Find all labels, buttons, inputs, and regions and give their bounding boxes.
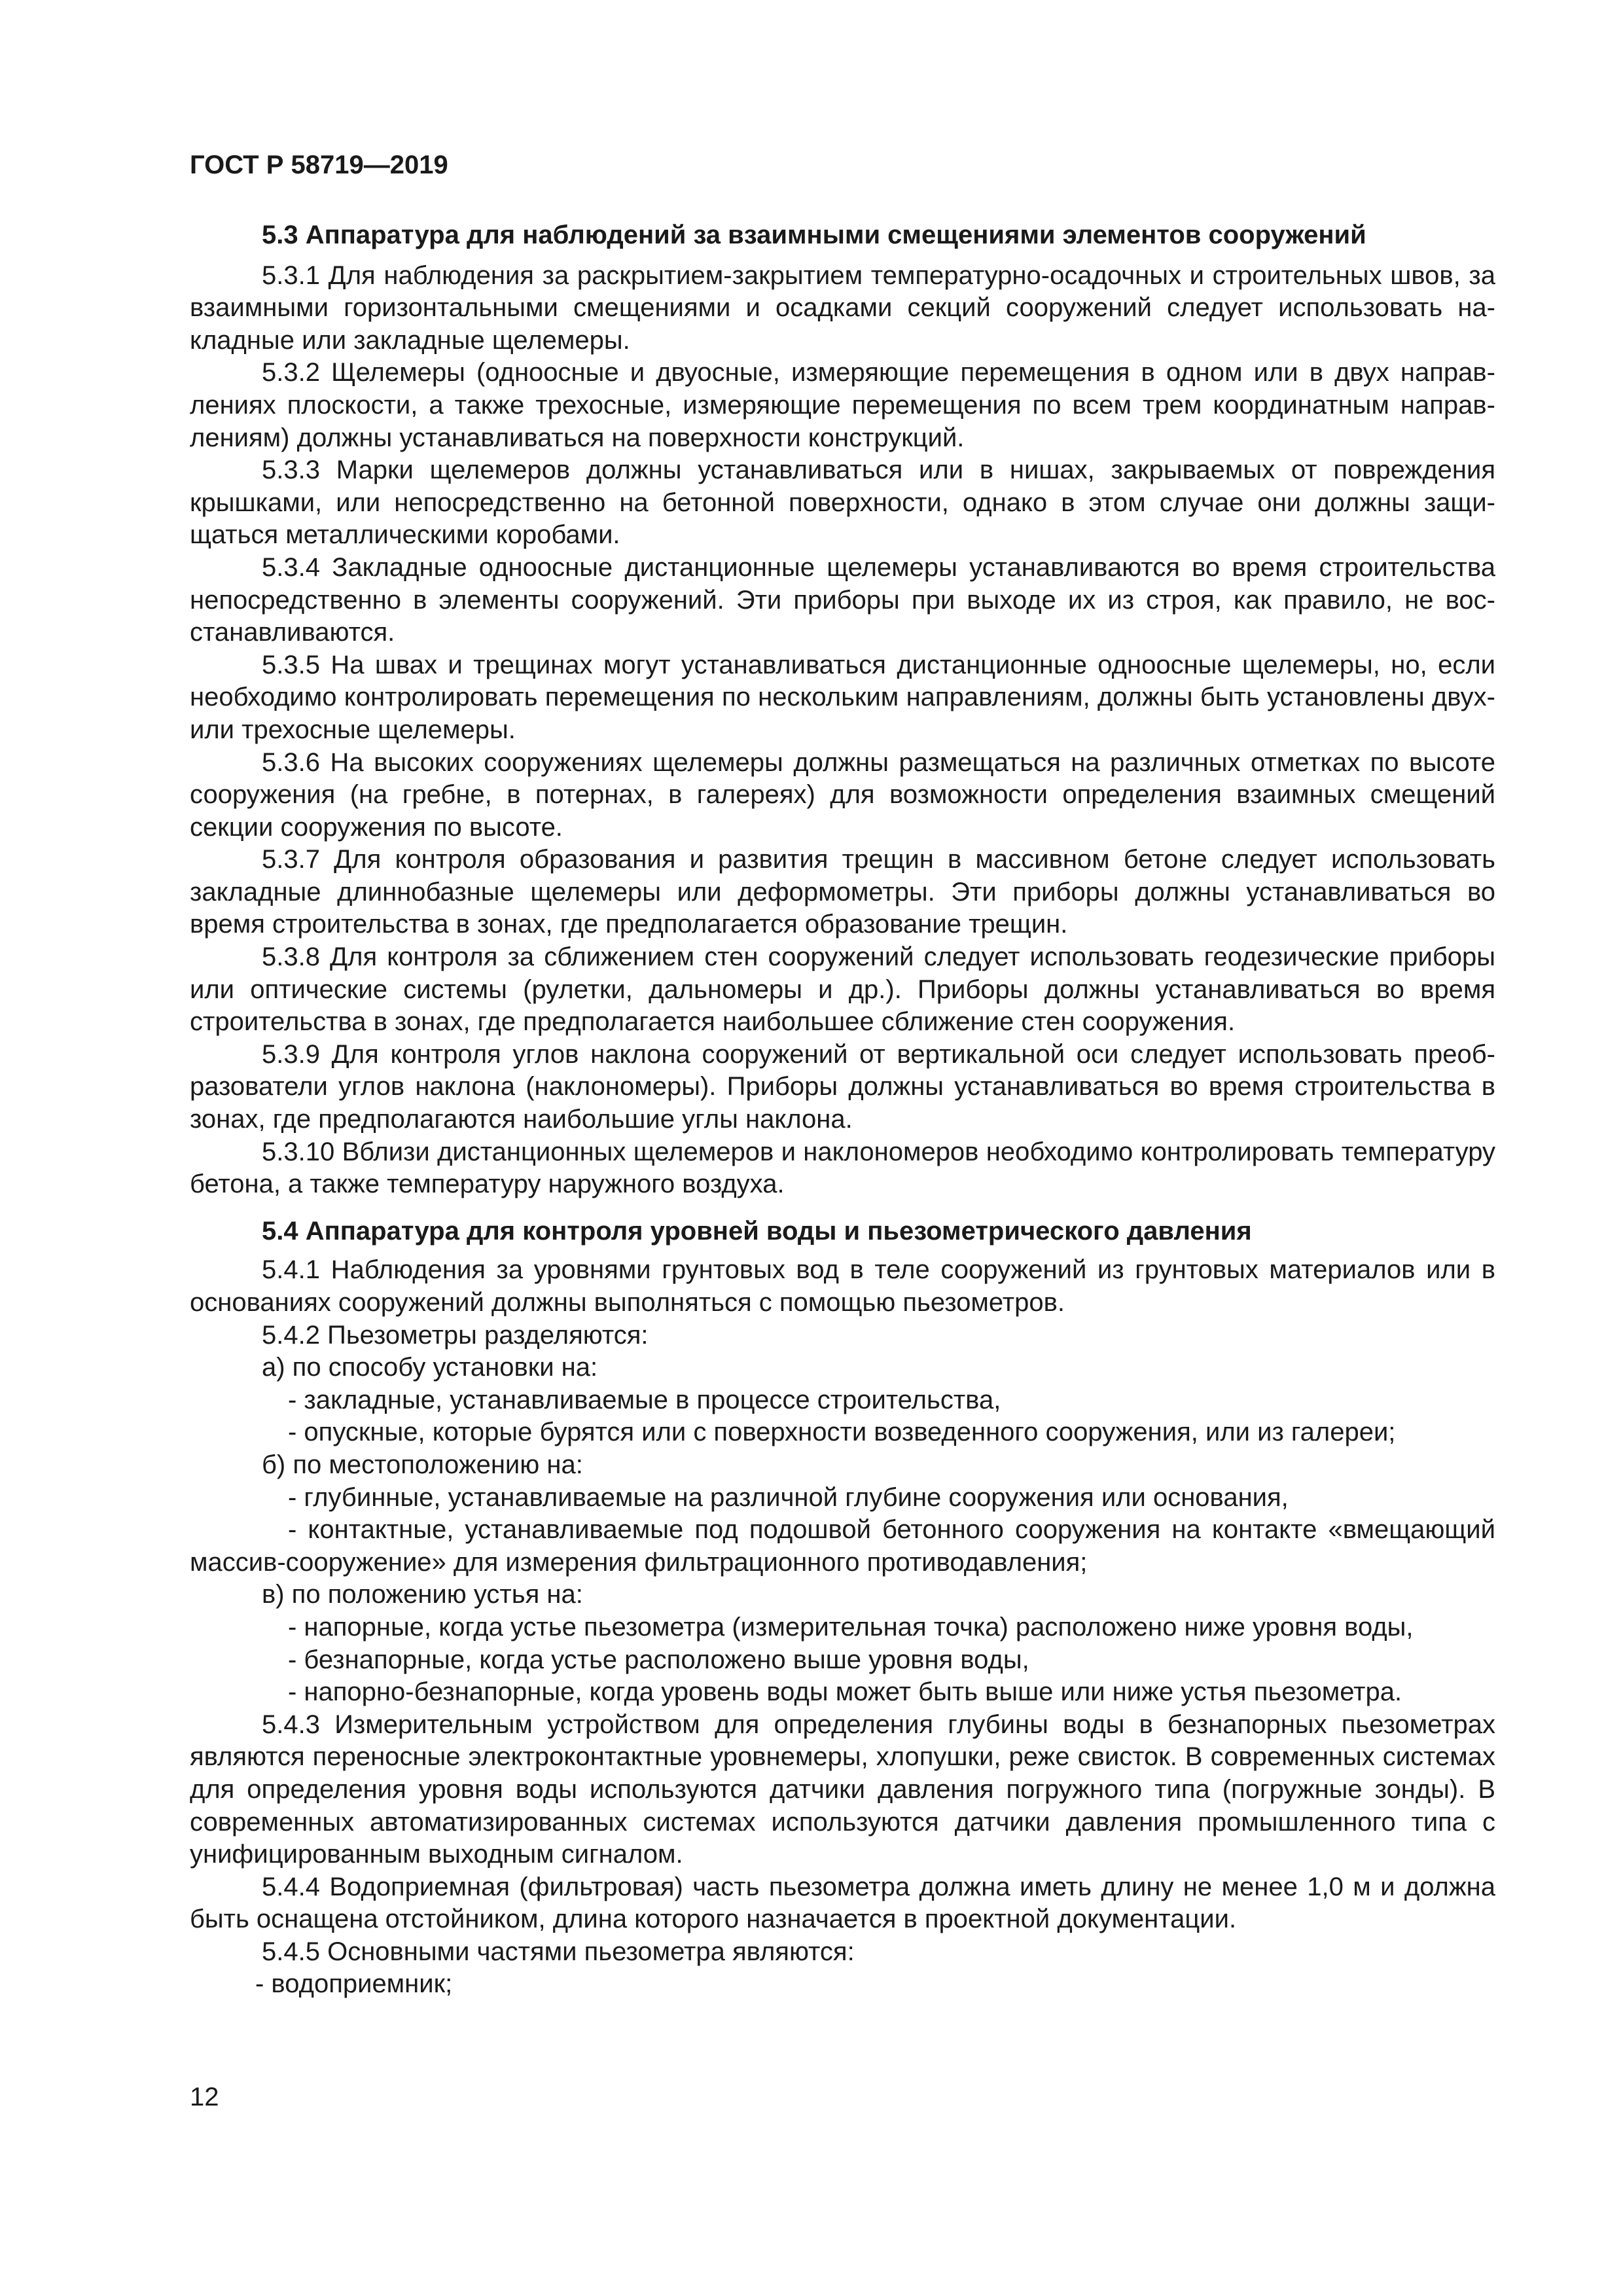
paragraph-5-4-5: 5.4.5 Основными частями пьезометра являются: xyxy=(262,1937,855,1966)
paragraph-5-3-6: 5.3.6 На высоких сооружениях щелемеры должны размещаться на различных отметках по высоте сооружения (на гребне, в потернах, в галереях) для возможности определения взаимных смещений секции сооружения по высоте. xyxy=(190,747,1495,842)
paragraph-5-3-2: 5.3.2 Щелемеры (одноосные и двуосные, измеряющие перемещения в одном или в двух направлениях плоскости, а также трехосные, измеряющие перемещения по всем трем координатным направлениям) должны устанавливаться на поверхности конструкций. xyxy=(190,358,1495,452)
paragraph-5-3-7: 5.3.7 Для контроля образования и развития трещин в массивном бетоне следует использовать закладные длиннобазные щелемеры или деформометры. Эти приборы должны устанавливаться во время строительства в зонах, где предполагается образование трещин. xyxy=(190,845,1495,939)
list-heading-a: а) по способу установки на: xyxy=(262,1353,598,1382)
list-heading-c: в) по положению устья на: xyxy=(262,1580,583,1609)
section-heading-5-4: 5.4 Аппаратура для контроля уровней воды и пьезометрического давления xyxy=(262,1216,1252,1246)
paragraph-5-3-1: 5.3.1 Для наблюдения за раскрытием-закрытием температурно-осадочных и строительных швов, за взаимными горизонтальными смещениями и осадками секций сооружений следует использовать накладные или закладные щелемеры. xyxy=(190,260,1495,355)
list-item: - напорные, когда устье пьезометра (измерительная точка) расположено ниже уровня воды, xyxy=(288,1612,1414,1641)
list-item: - глубинные, устанавливаемые на различной глубине сооружения или основания, xyxy=(288,1482,1289,1512)
paragraph-5-3-8: 5.3.8 Для контроля за сближением стен сооружений следует использовать геодезические приборы или оптические системы (рулетки, дальномеры и др.). Приборы должны устанавливаться во время строительства в зонах, где предполагается наибольшее сближение стен сооружения. xyxy=(190,942,1495,1037)
list-item: - закладные, устанавливаемые в процессе строительства, xyxy=(288,1385,1001,1414)
paragraph-5-4-3: 5.4.3 Измерительным устройством для определения глубины воды в безнапорных пьезометрах являются переносные электроконтактные уровнемеры, хлопушки, реже свисток. В современных системах для определения уровня воды используются датчики давления погружного типа (погружные зонды). В современных автоматизированных системах используются датчики давления промышленного типа с унифицированным выходным сигналом. xyxy=(190,1710,1495,1869)
section-heading-5-3: 5.3 Аппаратура для наблюдений за взаимными смещениями элементов сооружений xyxy=(262,221,1366,249)
list-item: - безнапорные, когда устье расположено выше уровня воды, xyxy=(288,1645,1029,1674)
list-item: - контактные, устанавливаемые под подошвой бетонного сооружения на контакте «вмещающий массив-сооружение» для измерения фильтрационного противодавления; xyxy=(190,1515,1495,1577)
paragraph-5-3-3: 5.3.3 Марки щелемеров должны устанавливаться или в нишах, закрываемых от повреждения крышками, или непосредственно на бетонной поверхности, однако в этом случае они должны защищаться металлическими коробами. xyxy=(190,456,1495,550)
document-body xyxy=(190,219,1495,2001)
paragraph-5-3-4: 5.3.4 Закладные одноосные дистанционные щелемеры устанавливаются во время строительства непосредственно в элементы сооружений. Эти приборы при выходе их из строя, как правило, не восстанавливаются. xyxy=(190,552,1495,647)
page-number: 12 xyxy=(190,2083,219,2111)
paragraph-5-3-9: 5.3.9 Для контроля углов наклона сооружений от вертикальной оси следует использовать преобразователи углов наклона (наклономеры). Приборы должны устанавливаться во время строительства в зонах, где предполагаются наибольшие углы наклона. xyxy=(190,1039,1495,1134)
paragraph-5-4-2: 5.4.2 Пьезометры разделяются: xyxy=(262,1320,649,1350)
list-item: - опускные, которые бурятся или с поверхности возведенного сооружения, или из галереи; xyxy=(288,1418,1396,1447)
paragraph-5-3-10: 5.3.10 Вблизи дистанционных щелемеров и наклономеров необходимо контролировать температуру бетона, а также температуру наружного воздуха. xyxy=(190,1137,1495,1199)
document-code: ГОСТ Р 58719—2019 xyxy=(190,151,448,179)
list-item: - водоприемник; xyxy=(255,1969,453,1999)
paragraph-5-3-5: 5.3.5 На швах и трещинах могут устанавливаться дистанционные одноосные щелемеры, но, если необходимо контролировать перемещения по нескольким направлениям, должны быть установлены двух- или трехосные щелемеры. xyxy=(190,650,1495,744)
list-item: - напорно-безнапорные, когда уровень воды может быть выше или ниже устья пьезометра. xyxy=(288,1677,1402,1707)
paragraph-5-4-4: 5.4.4 Водоприемная (фильтровая) часть пьезометра должна иметь длину не менее 1,0 м и должна быть оснащена отстойником, длина которого назначается в проектной документации. xyxy=(190,1872,1495,1934)
paragraph-5-4-1: 5.4.1 Наблюдения за уровнями грунтовых вод в теле сооружений из грунтовых материалов или в основаниях сооружений должны выполняться с помощью пьезометров. xyxy=(190,1255,1495,1317)
list-heading-b: б) по местоположению на: xyxy=(262,1450,583,1479)
